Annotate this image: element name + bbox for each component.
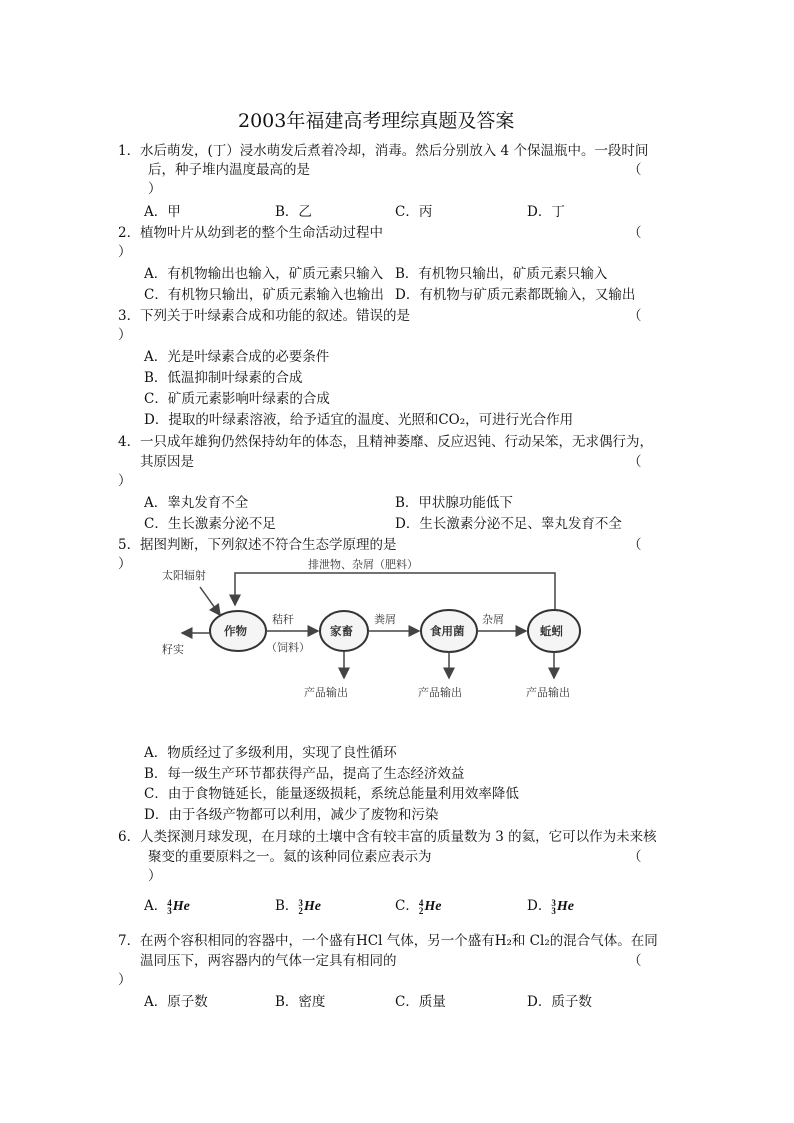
sun-label: 太阳辐射 [162, 569, 206, 582]
question-5-paren-close: ） [118, 556, 132, 572]
node-livestock-label: 家畜 [330, 624, 353, 638]
node-crop-label: 作物 [224, 624, 247, 638]
question-1-number: 1． [118, 143, 141, 159]
question-4-line-2: 其原因是 [140, 454, 194, 470]
question-7-line-2: 温同压下，两容器内的气体一定具有相同的 [140, 953, 397, 969]
question-4-line-1: 一只成年雄狗仍然保持幼年的体态，且精神萎靡、反应迟钝、行动呆笨，无求偶行为， [140, 434, 653, 450]
question-6-option-d [527, 898, 574, 915]
question-6-number: 6． [118, 829, 141, 845]
output-label-1: 产品输出 [304, 686, 348, 699]
question-7-number: 7． [118, 933, 141, 949]
output-label-3: 产品输出 [526, 686, 570, 699]
question-4-option-b: B．甲状腺功能低下 [395, 495, 513, 511]
feedback-loop-line [235, 573, 555, 611]
question-7-line-1: 在两个容积相同的容器中，一个盛有HCl 气体，另一个盛有H₂和 Cl₂的混合气体。在同 [140, 933, 658, 949]
question-2-option-b: B．有机物只输出，矿质元素只输入 [395, 266, 608, 282]
question-1-paren-close: ） [148, 181, 162, 197]
edge-residue: 杂屑 [482, 613, 504, 626]
question-7-paren-open: （ [628, 953, 642, 969]
question-4-number: 4． [118, 434, 141, 450]
question-3-paren-open: （ [628, 308, 642, 324]
option-d-letter: D． [527, 898, 552, 914]
question-7-option-a: A．原子数 [144, 994, 208, 1010]
question-6-paren-close: ） [148, 868, 162, 884]
question-6-option-b [275, 898, 321, 915]
question-3-option-b: B．低温抑制叶绿素的合成 [144, 370, 303, 386]
question-3-number: 3． [118, 308, 141, 324]
isotope-a: 4 3 He [167, 897, 190, 916]
option-a-letter: A． [144, 898, 168, 914]
question-7-option-c: C．质量 [395, 994, 446, 1010]
question-5-paren-open: （ [628, 537, 642, 553]
question-1-option-b: B．乙 [275, 204, 312, 220]
question-7-option-d: D．质子数 [527, 994, 592, 1010]
question-2-number: 2． [118, 225, 141, 241]
page-title: 2003年福建高考理综真题及答案 [238, 110, 515, 132]
question-4-option-d: D．生长激素分泌不足、睾丸发育不全 [395, 516, 622, 532]
question-6-line-1: 人类探测月球发现，在月球的土壤中含有较丰富的质量数为 3 的氦，它可以作为未来核 [140, 829, 657, 845]
question-6-option-c [395, 898, 441, 915]
question-7-option-b: B．密度 [275, 994, 326, 1010]
question-1-option-a: A．甲 [144, 204, 181, 220]
output-label-2: 产品输出 [418, 686, 462, 699]
isotope-c: 4 2 He [418, 897, 442, 916]
question-5-option-c: C．由于食物链延长，能量逐级损耗，系统总能量利用效率降低 [144, 786, 519, 802]
question-6-line-2: 聚变的重要原料之一。氦的该种同位素应表示为 [148, 849, 432, 865]
node-mushroom-label: 食用菌 [430, 624, 465, 638]
question-2-option-c: C．有机物只输出，矿质元素输入也输出 [144, 287, 384, 303]
edge-fodder: （饲料） [266, 641, 310, 654]
question-4-paren-open: （ [628, 454, 642, 470]
isotope-d: 3 3 He [551, 897, 574, 916]
question-4-option-c: C．生长激素分泌不足 [144, 516, 276, 532]
question-5-option-a: A．物质经过了多级利用，实现了良性循环 [144, 745, 397, 761]
question-6-paren-open: （ [628, 849, 642, 865]
question-5-line-1: 据图判断，下列叙述不符合生态学原理的是 [140, 537, 397, 553]
edge-straw: 秸秆 [272, 613, 294, 626]
question-1-line-1: 水后萌发，(丁）浸水萌发后煮着冷却，消毒。然后分别放入 4 个保温瓶中。一段时间 [140, 143, 649, 159]
ecology-flow-diagram [160, 553, 610, 713]
node-earthworm-label: 蚯蚓 [540, 624, 563, 638]
feedback-label: 排泄物、杂屑（肥料） [308, 558, 418, 571]
question-2-option-a: A．有机物输出也输入，矿质元素只输入 [144, 266, 384, 282]
question-5-option-b: B．每一级生产环节都获得产品，提高了生态经济效益 [144, 766, 465, 782]
question-7-paren-close: ） [118, 972, 132, 988]
sun-arrow [200, 587, 220, 615]
option-c-letter: C． [395, 898, 419, 914]
option-b-letter: B． [275, 898, 299, 914]
question-3-option-c: C．矿质元素影响叶绿素的合成 [144, 391, 330, 407]
question-2-paren-close: ） [118, 244, 132, 260]
question-2-paren-open: （ [628, 225, 642, 241]
question-2-line-1: 植物叶片从幼到老的整个生命活动过程中 [140, 225, 383, 241]
question-1-line-2: 后，种子堆内温度最高的是 [148, 162, 310, 178]
question-4-option-a: A．睾丸发育不全 [144, 495, 249, 511]
question-4-paren-close: ） [118, 473, 132, 489]
question-3-paren-close: ） [118, 327, 132, 343]
question-5-number: 5． [118, 537, 141, 553]
question-3-option-a: A．光是叶绿素合成的必要条件 [144, 349, 330, 365]
question-3-option-d: D．提取的叶绿素溶液，给予适宜的温度、光照和CO₂，可进行光合作用 [144, 412, 574, 428]
edge-dung: 粪屑 [374, 613, 396, 626]
isotope-b: 3 2 He [298, 897, 322, 916]
question-6-option-a [144, 898, 190, 915]
question-5-option-d: D．由于各级产物都可以利用，减少了废物和污染 [144, 807, 439, 823]
fruit-label: 籽实 [162, 643, 184, 656]
question-1-option-c: C．丙 [395, 204, 433, 220]
question-1-paren-open: （ [628, 162, 642, 178]
question-2-option-d: D．有机物与矿质元素都既输入，又输出 [395, 287, 636, 303]
question-1-option-d: D．丁 [527, 204, 565, 220]
question-3-line-1: 下列关于叶绿素合成和功能的叙述。错误的是 [140, 308, 410, 324]
